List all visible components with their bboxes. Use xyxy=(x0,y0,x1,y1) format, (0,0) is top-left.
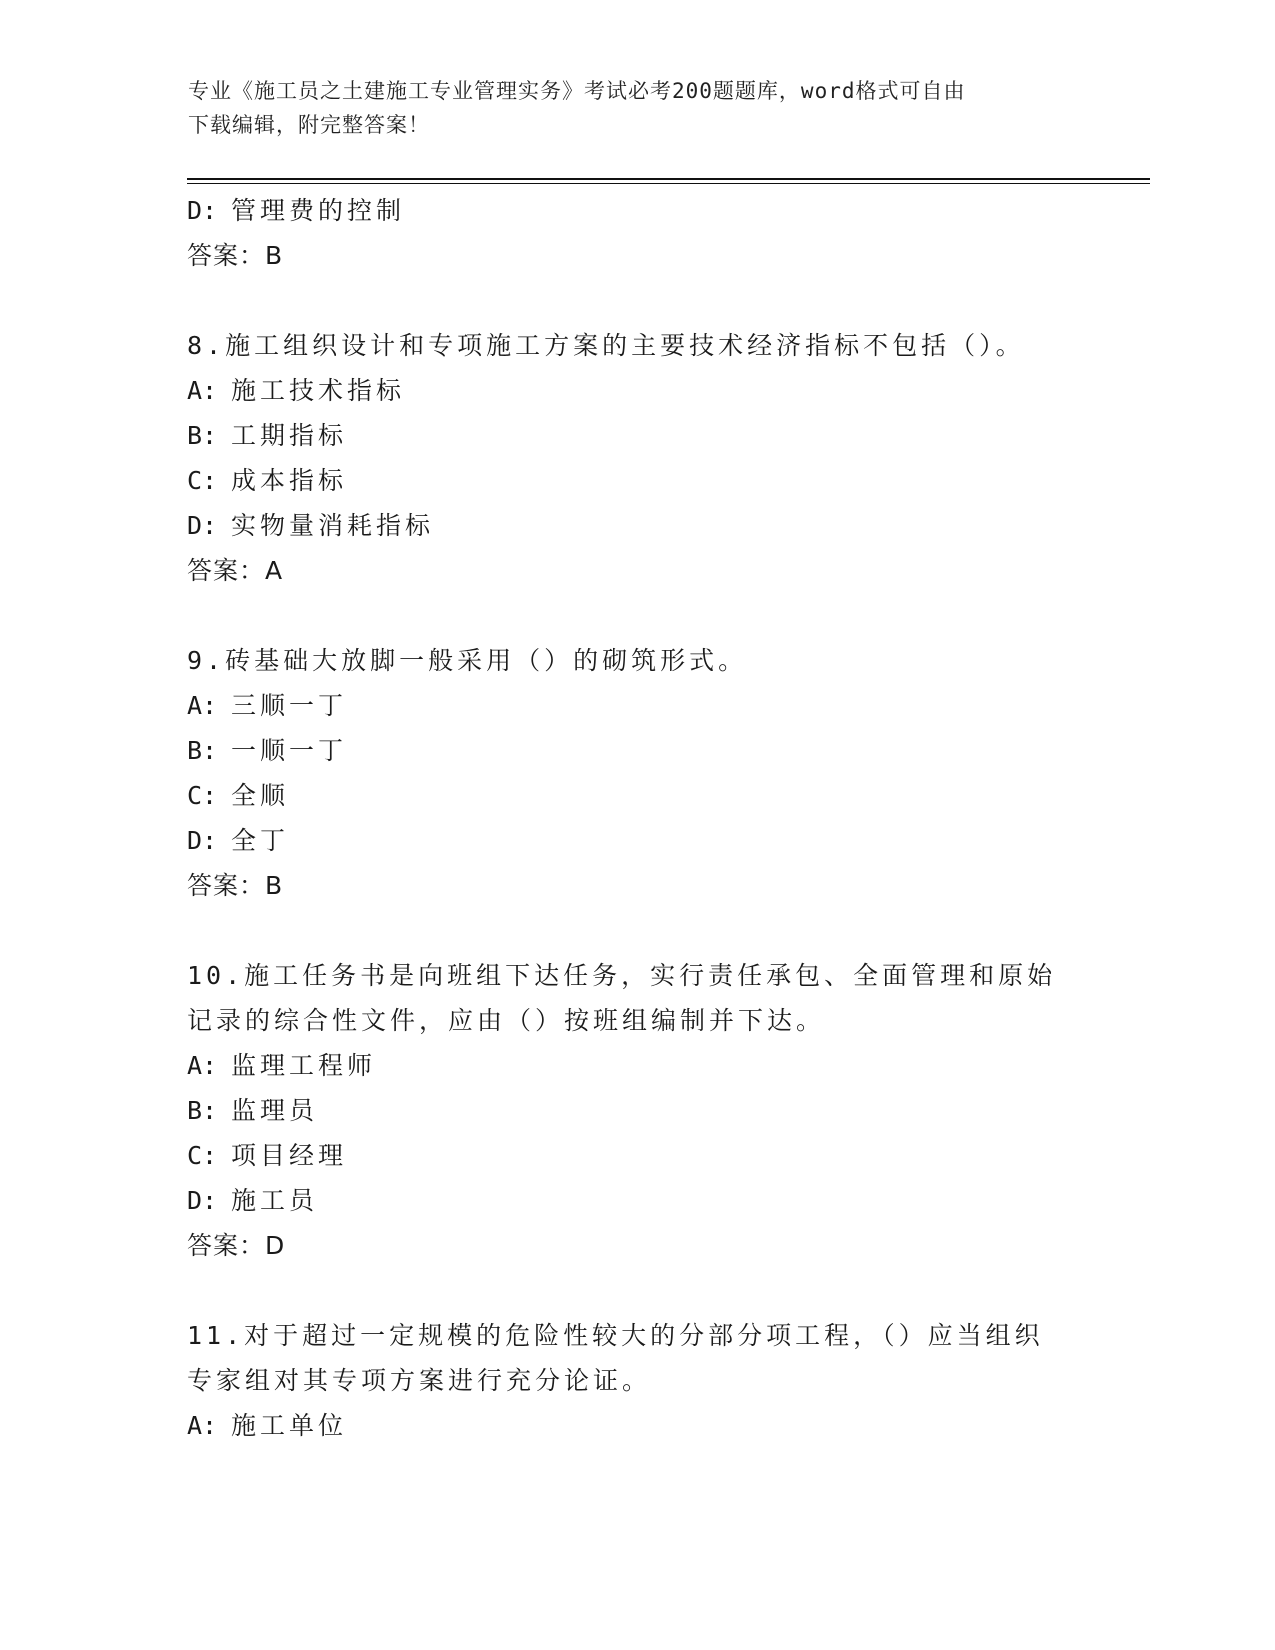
option-b xyxy=(187,728,1087,773)
question-8 xyxy=(187,323,1087,593)
option-letter: D: xyxy=(187,196,218,225)
option-text: 监理员 xyxy=(231,1096,319,1125)
option-text: 一顺一丁 xyxy=(231,736,348,765)
option-letter: B: xyxy=(187,736,218,765)
option-text: 实物量消耗指标 xyxy=(231,511,435,540)
option-d xyxy=(187,1178,1087,1223)
option-text: 监理工程师 xyxy=(231,1051,377,1080)
option-letter: A: xyxy=(187,691,218,720)
option-text: 工期指标 xyxy=(231,421,348,450)
option-a xyxy=(187,1403,1087,1448)
option-letter: C: xyxy=(187,781,218,810)
option-letter: C: xyxy=(187,1141,218,1170)
spacer xyxy=(187,278,1087,323)
option-text: 全丁 xyxy=(231,826,290,855)
option-text: 管理费的控制 xyxy=(231,196,406,225)
option-text: 三顺一丁 xyxy=(231,691,348,720)
option-letter: C: xyxy=(187,466,218,495)
option-c xyxy=(187,773,1087,818)
option-a xyxy=(187,368,1087,413)
option-letter: D: xyxy=(187,511,218,540)
question-text: 10.施工任务书是向班组下达任务，实行责任承包、全面管理和原始记录的综合性文件，应由（）按班组编制并下达。 xyxy=(187,961,1057,1035)
option-letter: A: xyxy=(187,376,218,405)
header-title-line-2: 下载编辑，附完整答案！ xyxy=(188,113,430,137)
header-divider-thick xyxy=(187,178,1150,180)
option-letter: D: xyxy=(187,1186,218,1215)
spacer xyxy=(187,908,1087,953)
answer-label: 答案：B xyxy=(187,871,284,900)
option-d xyxy=(187,188,1087,233)
option-d xyxy=(187,503,1087,548)
question-text: 9.砖基础大放脚一般采用（）的砌筑形式。 xyxy=(187,646,748,675)
option-c xyxy=(187,1133,1087,1178)
question-text: 11.对于超过一定规模的危险性较大的分部分项工程，（）应当组织专家组对其专项方案进行充分论证。 xyxy=(187,1321,1044,1395)
answer-label: 答案：B xyxy=(187,241,284,270)
option-d xyxy=(187,818,1087,863)
option-letter: B: xyxy=(187,421,218,450)
spacer xyxy=(187,593,1087,638)
option-text: 施工技术指标 xyxy=(231,376,406,405)
option-letter: D: xyxy=(187,826,218,855)
question-text: 8.施工组织设计和专项施工方案的主要技术经济指标不包括（）。 xyxy=(187,331,1025,360)
option-b xyxy=(187,413,1087,458)
answer-label: 答案：A xyxy=(187,556,284,585)
question-9 xyxy=(187,638,1087,908)
question-11 xyxy=(187,1313,1087,1448)
option-text: 全顺 xyxy=(231,781,290,810)
option-a xyxy=(187,683,1087,728)
option-letter: A: xyxy=(187,1411,218,1440)
option-text: 施工员 xyxy=(231,1186,319,1215)
option-text: 施工单位 xyxy=(231,1411,348,1440)
option-letter: A: xyxy=(187,1051,218,1080)
option-letter: B: xyxy=(187,1096,218,1125)
document-header xyxy=(188,74,1088,142)
answer-label: 答案：D xyxy=(187,1231,286,1260)
option-text: 项目经理 xyxy=(231,1141,348,1170)
option-c xyxy=(187,458,1087,503)
option-text: 成本指标 xyxy=(231,466,348,495)
spacer xyxy=(187,1268,1087,1313)
question-10 xyxy=(187,953,1087,1268)
option-b xyxy=(187,1088,1087,1133)
question-list xyxy=(187,188,1087,1448)
header-divider-thin xyxy=(187,183,1150,184)
option-a xyxy=(187,1043,1087,1088)
header-title-line-1: 专业《施工员之土建施工专业管理实务》考试必考200题题库，word格式可自由 xyxy=(188,79,966,103)
